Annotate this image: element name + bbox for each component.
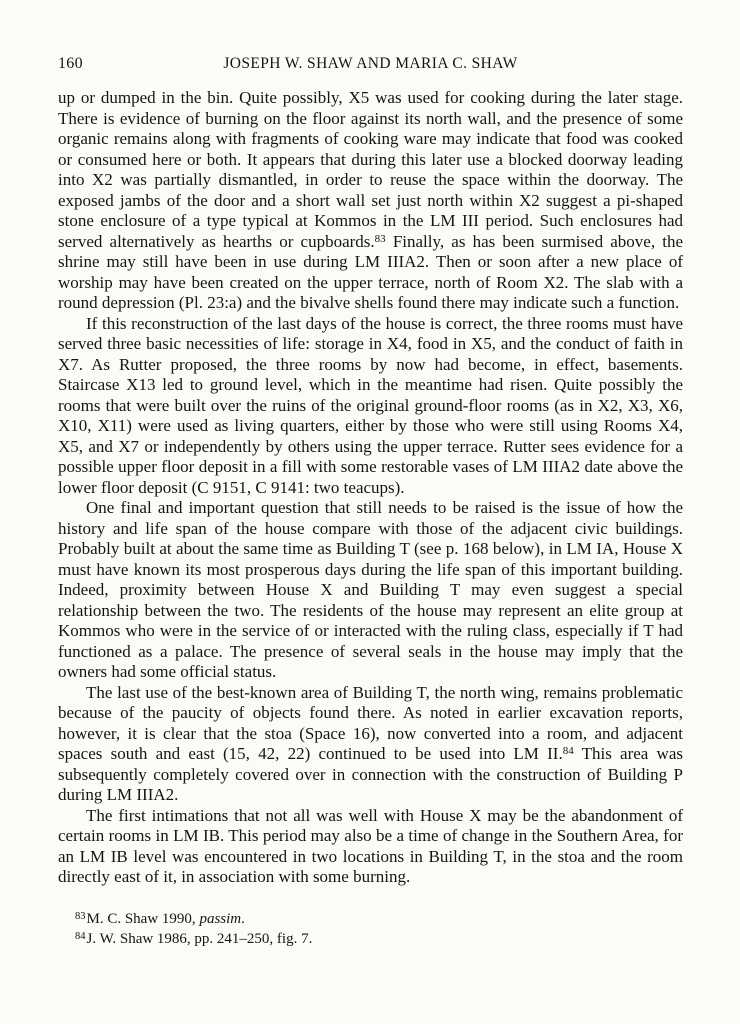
footnote-83 <box>58 909 683 929</box>
footnote-83-marker: 83 <box>75 910 86 922</box>
paragraph-1-continued: Finally, as has been surmised above, the shrine may still have been in use during LM IIIA2. Then or soon after a new place of worship may have been created on the upper terrace, north of Room X2. The slab with a round depression (Pl. 23:a) and the bivalve shells found there may indicate such a function. <box>58 231 683 312</box>
footnote-ref-84: 84 <box>562 745 574 757</box>
paragraph-4-text: The last use of the best-known area of Building T, the north wing, remains problematic because of the paucity of objects found there. As noted in earlier excavation reports, however, it is clear that the stoa (Space 16), now converted into a room, and adjacent spaces south and east (15, 42, 22) continued to be used into LM II. <box>58 682 683 763</box>
paragraph-5-text: The first intimations that not all was well with House X may be the abandonment of certain rooms in LM IB. This period may also be a time of change in the Southern Area, for an LM IB level was encountered in two locations in Building T, in the stoa and the room directly east of it, in association with some burning. <box>58 805 683 886</box>
footnote-84-text: J. W. Shaw 1986, pp. 241–250, fig. 7. <box>86 930 313 947</box>
paragraph-3 <box>58 498 683 683</box>
paragraph-5 <box>58 806 683 888</box>
page-header <box>58 55 683 73</box>
footnote-84-marker: 84 <box>75 930 86 942</box>
paragraph-2 <box>58 314 683 499</box>
running-head: JOSEPH W. SHAW AND MARIA C. SHAW <box>223 55 518 72</box>
paragraph-1-text: up or dumped in the bin. Quite possibly, X5 was used for cooking during the later stage. There is evidence of burning on the floor against its north wall, and the presence of some organic remains along with fragments of cooking ware may indicate that food was cooked or consumed here or both. It appears that during this later use a blocked doorway leading into X2 was partially dismantled, in order to reuse the space within the doorway. The exposed jambs of the door and a short wall set just north within X2 suggest a pi-shaped stone enclosure of a type typical at Kommos in the LM III period. Such enclosures had served alternatively as hearths or cupboards. <box>58 88 683 251</box>
paragraph-4-continued: This area was subsequently completely covered over in connection with the construction of Building P during LM IIIA2. <box>58 744 683 804</box>
footnote-ref-83: 83 <box>374 232 386 245</box>
footnotes-section <box>58 909 683 949</box>
footnote-83-italic: passim <box>199 910 242 927</box>
paragraph-2-text: If this reconstruction of the last days of the house is correct, the three rooms must have served three basic necessities of life: storage in X4, food in X5, and the conduct of faith in X7. As Rutter proposed, the three rooms by now had become, in effect, basements. Staircase X13 led to ground level, which in the meantime had risen. Quite possibly the rooms that were built over the ruins of the original ground-floor rooms (as in X2, X3, X6, X10, X11) were used as living quarters, either by those who were still using Rooms X4, X5, and X7 or independently by others using the upper terrace. Rutter sees evidence for a possible upper floor deposit in a fill with some restorable vases of LM IIIA2 date above the lower floor deposit (C 9151, C 9141: two teacups). <box>58 313 683 497</box>
paragraph-1 <box>58 88 683 314</box>
footnote-83-tail: . <box>241 910 245 927</box>
page-number: 160 <box>58 55 83 72</box>
body-text <box>58 88 683 888</box>
footnote-84 <box>58 929 683 949</box>
footnote-83-text: M. C. Shaw 1990, <box>86 910 200 927</box>
paragraph-4 <box>58 683 683 806</box>
paragraph-3-text: One final and important question that still needs to be raised is the issue of how the history and life span of the house compare with those of the adjacent civic buildings. Probably built at about the same time as Building T (see p. 168 below), in LM IA, House X must have known its most prosperous days during the life span of this important building. Indeed, proximity between House X and Building T may even suggest a special relationship between the two. The residents of the house may represent an elite group at Kommos who were in the service of or interacted with the ruling class, especially if T had functioned as a palace. The presence of several seals in the house may imply that the owners had some official status. <box>58 498 683 681</box>
